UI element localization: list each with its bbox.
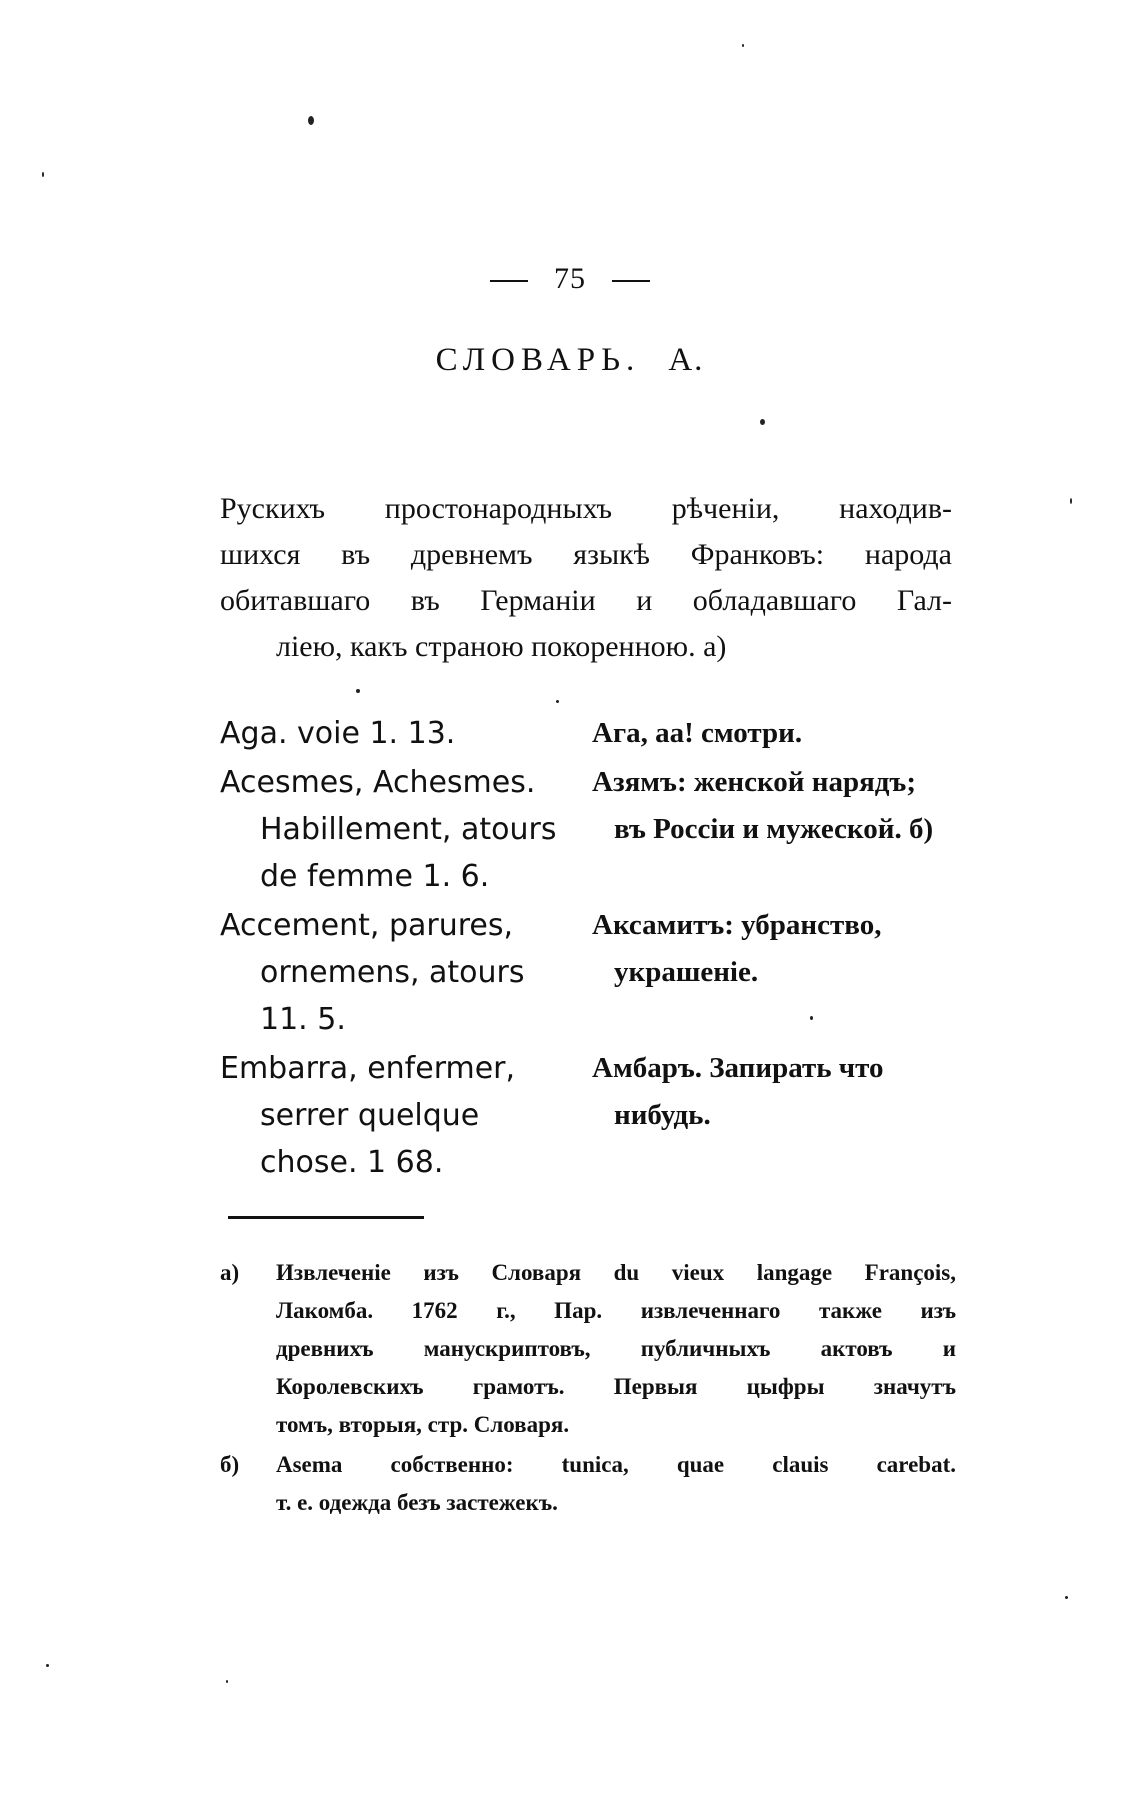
intro-line: обитавшаго въ Германіи и обладавшаго Гал- — [220, 584, 952, 617]
intro-line: Рускихъ простонародныхъ рѣченіи, находив- — [220, 492, 952, 525]
dictionary-entry — [220, 1045, 952, 1186]
entry-russian-text: Амбаръ. Запирать что нибудь. — [592, 1052, 884, 1131]
entry-russian — [592, 902, 952, 1043]
footnote — [220, 1446, 956, 1522]
dictionary-entry — [220, 902, 952, 1043]
entry-russian — [592, 1045, 952, 1186]
entry-french-text: Acesmes, Achesmes. Habillement, atours de femme 1. 6. — [220, 765, 557, 894]
footnote-line: Asema собственно: tunica, quae clauis carebat. — [276, 1452, 956, 1477]
footnote-mark: б) — [220, 1452, 240, 1477]
footnote — [220, 1254, 956, 1444]
entry-russian-text: Аксамитъ: убранство, украшеніе. — [592, 909, 882, 988]
heading-letter: А. — [668, 342, 705, 378]
entry-french — [220, 1045, 572, 1186]
heading-title: СЛОВАРЬ. — [435, 342, 641, 378]
entry-french-text: Embarra, enfermer, serrer quelque chose. 1 68. — [220, 1051, 516, 1180]
entry-russian-text: Ага, аа! смотри. — [592, 717, 803, 749]
footnote-line: Королевскихъ грамотъ. Первыя цыфры значутъ — [276, 1374, 956, 1399]
entry-french-text: Aga. voie 1. 13. — [220, 716, 456, 751]
intro-line: шихся въ древнемъ языкѣ Франковъ: народа — [220, 538, 952, 571]
entry-russian-text: Азямъ: женской нарядъ; въ Россіи и мужеской. б) — [592, 766, 934, 845]
footnote-text — [276, 1446, 956, 1522]
footnotes — [220, 1254, 956, 1524]
entry-french — [220, 902, 572, 1043]
entry-french — [220, 710, 572, 757]
intro-line: ліею, какъ страною покоренною. а) — [276, 630, 727, 663]
dictionary-entries — [220, 710, 952, 1188]
page-number-value: 75 — [554, 262, 586, 295]
footnote-line: т. е. одежда безъ застежекъ. — [276, 1490, 558, 1515]
entry-russian — [592, 759, 952, 900]
footnote-mark: а) — [220, 1260, 240, 1285]
dictionary-entry — [220, 759, 952, 900]
footnote-line: томъ, вторыя, стр. Словаря. — [276, 1412, 570, 1437]
intro-paragraph — [220, 486, 952, 670]
entry-russian — [592, 710, 952, 757]
footnote-rule — [228, 1216, 424, 1219]
entry-french — [220, 759, 572, 900]
page-number-dash-left — [490, 280, 528, 282]
footnote-text — [276, 1254, 956, 1444]
entry-french-text: Accement, parures, ornemens, atours 11. 5. — [220, 908, 525, 1037]
footnote-line: древнихъ манускриптовъ, публичныхъ актовъ и — [276, 1336, 956, 1361]
footnote-line: Извлеченіе изъ Словаря du vieux langage François, — [276, 1260, 956, 1285]
footnote-line: Лакомба. 1762 г., Пар. извлеченнаго также изъ — [276, 1298, 956, 1323]
page-number-dash-right — [612, 280, 650, 282]
page-number — [0, 262, 1140, 296]
page-heading — [0, 342, 1140, 379]
dictionary-entry — [220, 710, 952, 757]
